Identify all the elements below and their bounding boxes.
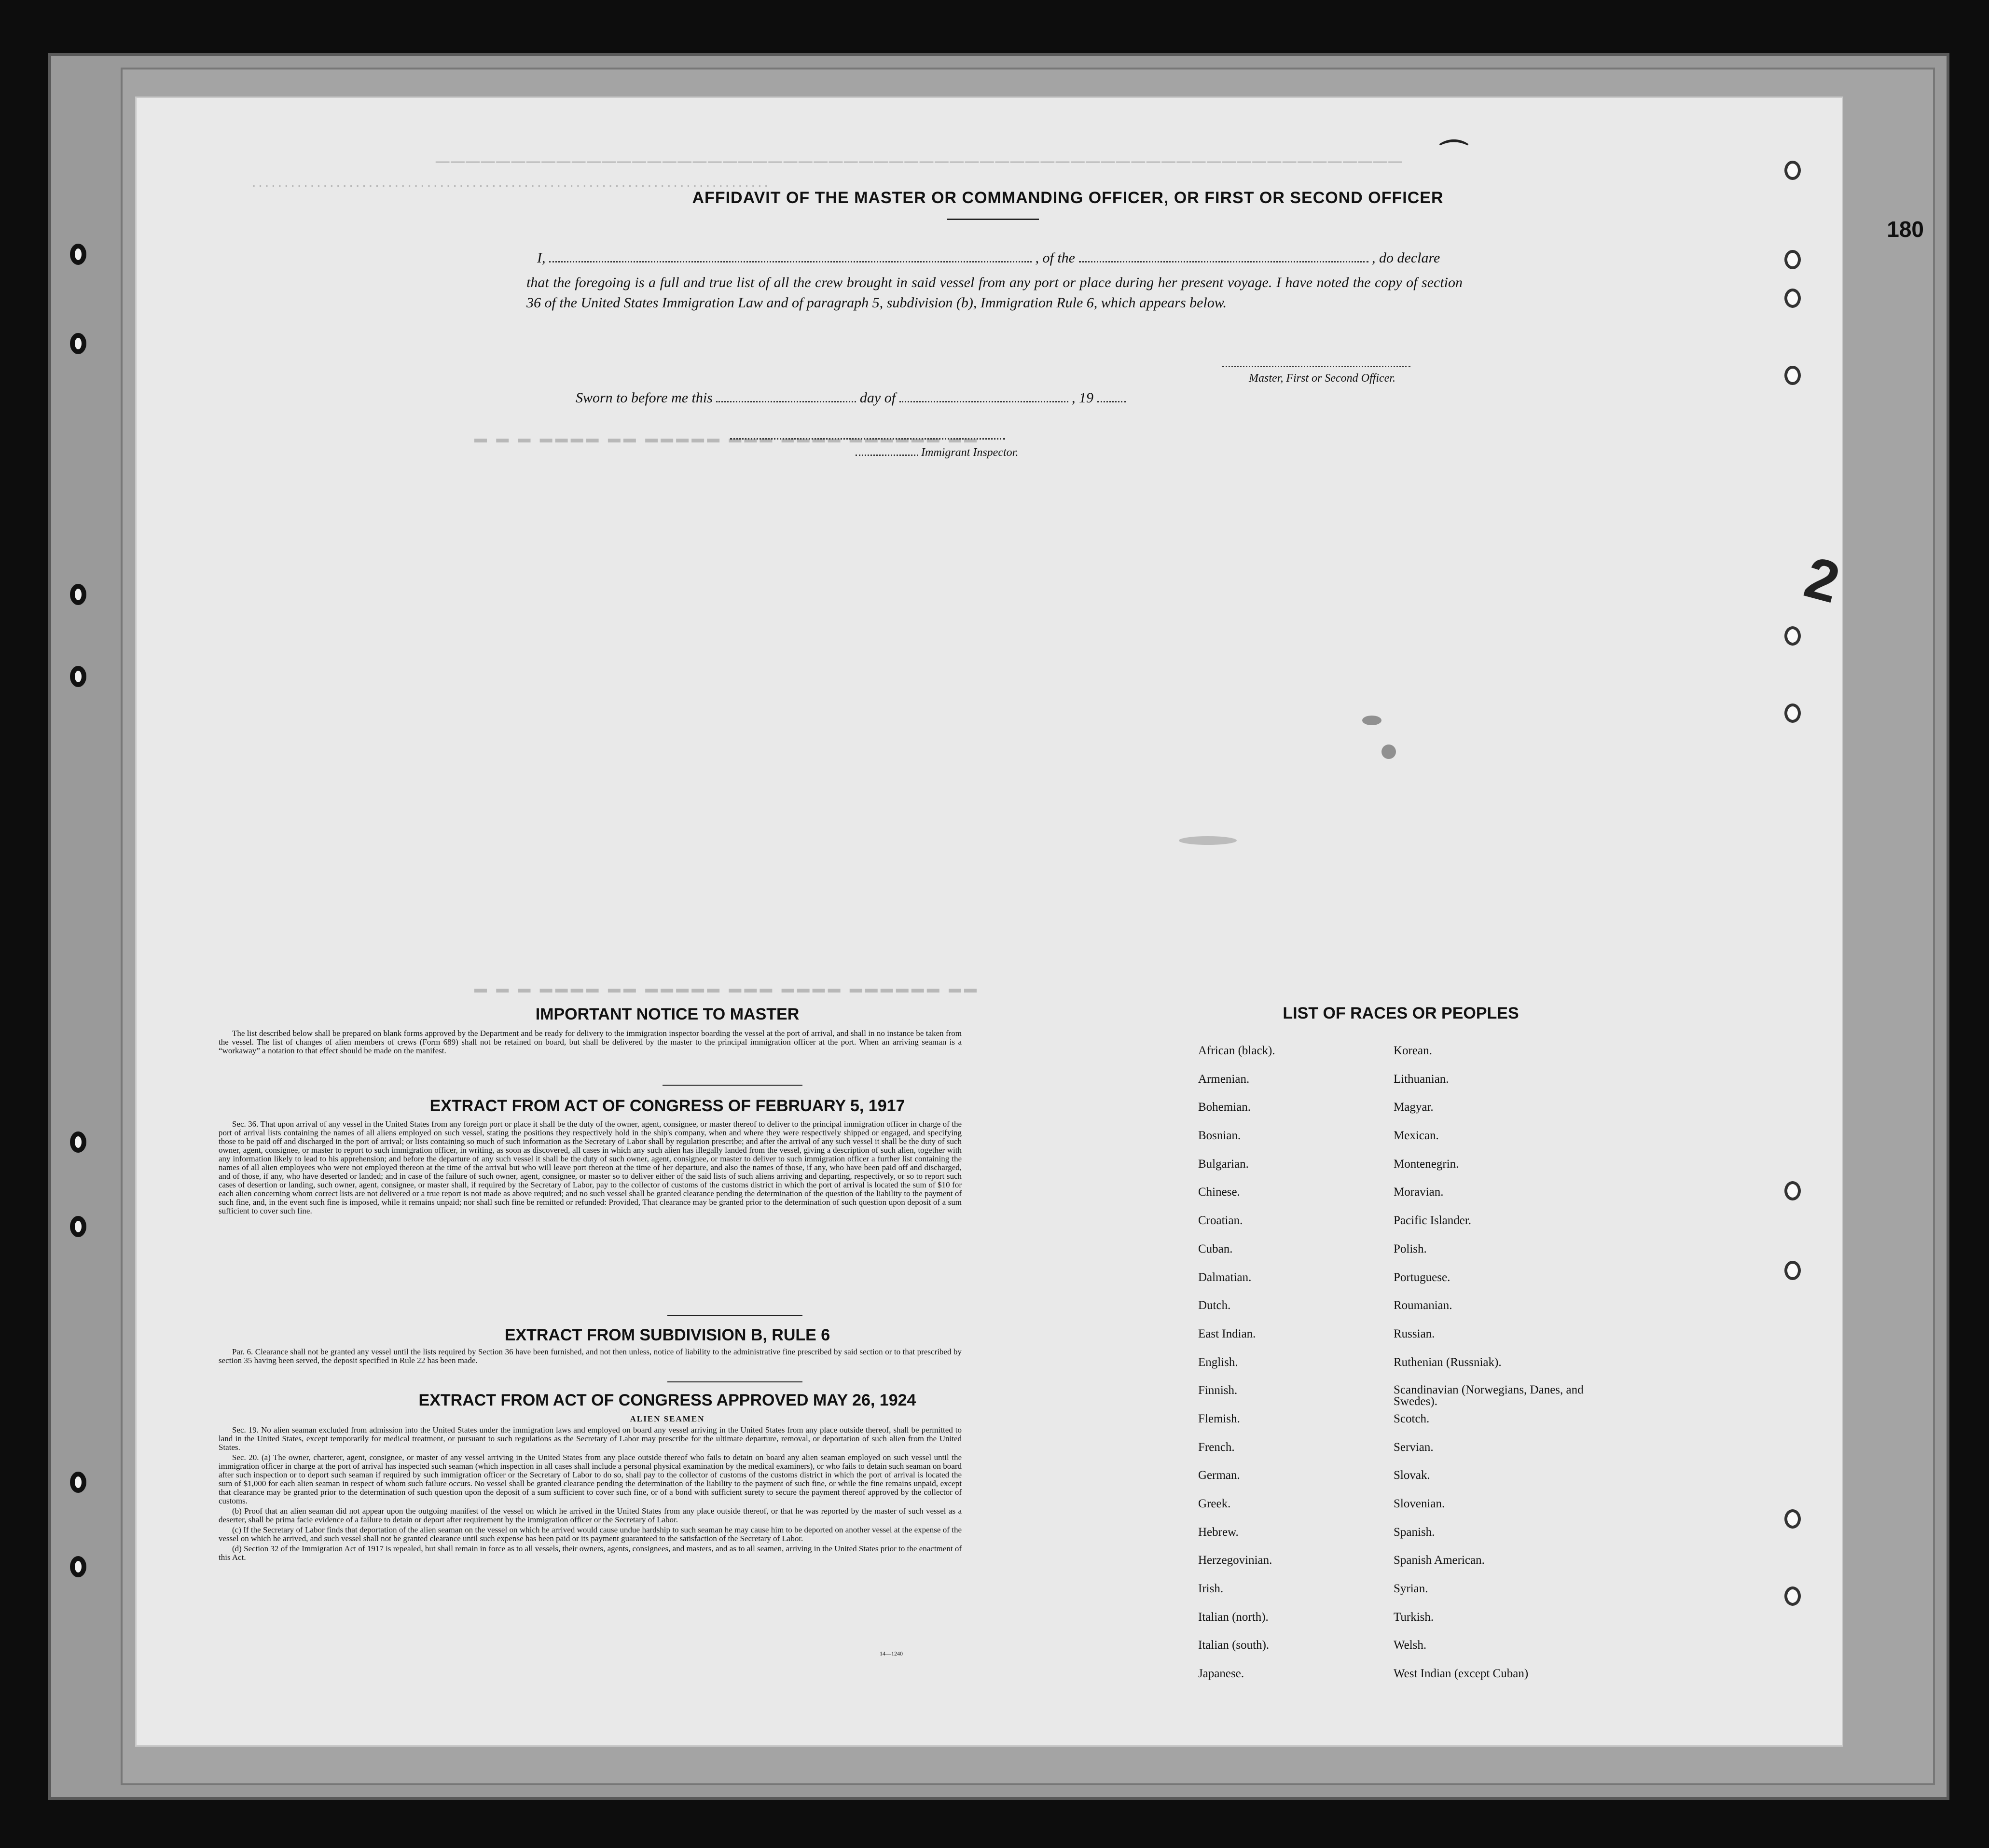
race-entry: Hebrew. bbox=[1198, 1525, 1239, 1539]
race-entry: Ruthenian (Russniak). bbox=[1394, 1355, 1502, 1369]
race-entry: Greek. bbox=[1198, 1497, 1231, 1510]
declaration-line bbox=[537, 250, 1440, 266]
notice-title: IMPORTANT NOTICE TO MASTER bbox=[535, 1005, 800, 1023]
race-entry: Roumanian. bbox=[1394, 1299, 1452, 1312]
race-entry: Spanish American. bbox=[1394, 1554, 1485, 1567]
inspector-signature-label bbox=[856, 446, 1018, 459]
race-entry: Spanish. bbox=[1394, 1525, 1435, 1539]
race-entry: French. bbox=[1198, 1440, 1235, 1454]
race-entry: Portuguese. bbox=[1394, 1270, 1450, 1284]
race-entry: Pacific Islander. bbox=[1394, 1214, 1472, 1227]
race-entry: Dalmatian. bbox=[1198, 1270, 1252, 1284]
sec-20b-paragraph: (b) Proof that an alien seaman did not appear upon the outgoing manifest of the vessel on which he arrived in the United States from any place outside thereof, or that he was reported by the master of such vessel as a deserter, shall be prima facie evidence of a failure to detain or deport after requirement by the immigration officer or the Secretary of Labor. bbox=[219, 1506, 962, 1524]
race-entry: Servian. bbox=[1394, 1440, 1434, 1454]
punch-hole bbox=[1784, 289, 1801, 308]
inspector-dots bbox=[856, 449, 918, 456]
race-entry: West Indian (except Cuban) bbox=[1394, 1667, 1529, 1681]
bleed-through-text: ▬ ▬ ▬ ▬▬▬▬ ▬▬ ▬▬▬▬▬ ▬▬▬ ▬▬▬▬ ▬▬▬▬▬▬ ▬▬ bbox=[474, 431, 980, 445]
race-entry: East Indian. bbox=[1198, 1327, 1256, 1340]
affidavit-body: that the foregoing is a full and true list of all the crew brought in said vessel from any port or place during her present voyage. I have noted the copy of section 36 of the United States Immigration Law and of paragraph 5, subdivision (b), Immigration Rule 6, which appears below. bbox=[526, 275, 1463, 311]
binder-hole bbox=[70, 1556, 86, 1577]
punch-hole bbox=[1784, 250, 1801, 269]
extract-rule6-title: EXTRACT FROM SUBDIVISION B, RULE 6 bbox=[504, 1326, 830, 1344]
race-entry: African (black). bbox=[1198, 1044, 1275, 1057]
extract-1917-title: EXTRACT FROM ACT OF CONGRESS OF FEBRUARY 5, 1917 bbox=[429, 1097, 905, 1115]
race-entry: Turkish. bbox=[1394, 1610, 1434, 1624]
race-entry: Croatian. bbox=[1198, 1214, 1243, 1227]
sworn-year: , 19 bbox=[1072, 390, 1094, 406]
race-entry: Herzegovinian. bbox=[1198, 1554, 1272, 1567]
smudge bbox=[1381, 745, 1396, 759]
form-number: 14—1240 bbox=[880, 1650, 903, 1657]
race-entry: Syrian. bbox=[1394, 1582, 1428, 1596]
race-entry: Scotch. bbox=[1394, 1412, 1430, 1425]
sworn-day-field[interactable] bbox=[716, 392, 856, 402]
punch-hole bbox=[1784, 1261, 1801, 1280]
race-entry: German. bbox=[1198, 1469, 1240, 1482]
races-column-2 bbox=[1394, 1045, 1596, 1696]
sworn-line bbox=[576, 390, 1126, 406]
race-entry: Flemish. bbox=[1198, 1412, 1240, 1425]
manifest-page bbox=[135, 97, 1924, 1747]
race-entry: Finnish. bbox=[1198, 1384, 1238, 1397]
declaration-declare: , do declare bbox=[1372, 250, 1440, 266]
extract-rule6-body bbox=[219, 1348, 962, 1366]
sec-20a-paragraph: Sec. 20. (a) The owner, charterer, agent, consignee, or master of any vessel arriving in the United States from any place outside thereof who fails to detain on board any alien seaman employed on such vessel until the immigration officer in charge at the port of arrival has inspected such seaman (which inspection in all cases shall include a personal physical examination by the medical examiners), or who fails to detain such seaman on board after such inspection or to deport such seaman if required by such immigration officer or the Secretary of Labor to do so, shall pay to the collector of customs of the customs district in which the port of arrival is located the sum of $1,000 for each alien seaman in respect of whom such failure occurs. No vessel shall be granted clearance pending the determination of the liability to the payment of such fine, or while the fine remains unpaid, except that clearance may be granted prior to the determination of such question upon the deposit of a sum sufficient to cover such fine, or of a bond with sufficient surety to secure the payment thereof approved by the collector of customs. bbox=[219, 1453, 962, 1505]
binder-hole bbox=[70, 584, 86, 605]
race-entry: Bosnian. bbox=[1198, 1129, 1241, 1143]
punch-hole bbox=[1784, 366, 1801, 385]
race-entry: Russian. bbox=[1394, 1327, 1435, 1340]
bleed-through-text: · · · · · · · · · · · · · · · · · · · · · · · · · · · · · · · · · · · · · · · · · · · · · · · · · · · · · · · · · · · · · · · · · · · · · · · · · · · · · · · · bbox=[252, 180, 768, 192]
race-entry: Dutch. bbox=[1198, 1299, 1231, 1312]
alien-seamen-subtitle: ALIEN SEAMEN bbox=[630, 1414, 705, 1423]
race-entry: Slovenian. bbox=[1394, 1497, 1445, 1510]
binder-hole bbox=[70, 1216, 86, 1237]
sec-19-paragraph: Sec. 19. No alien seaman excluded from admission into the United States under the immigration laws and employed on board any vessel arriving in the United States from any place outside thereof, shall be permitted to land in the United States, except temporarily for medical treatment, or pursuant to such regulations as the Secretary of Labor may prescribe for the ultimate departure, removal, or deportation of such alien from the United States. bbox=[219, 1425, 962, 1452]
binder-hole bbox=[70, 1472, 86, 1493]
affidavit-title: AFFIDAVIT OF THE MASTER OR COMMANDING OFFICER, OR FIRST OR SECOND OFFICER bbox=[692, 189, 1444, 207]
race-entry: Italian (south). bbox=[1198, 1639, 1270, 1652]
divider bbox=[667, 1381, 802, 1382]
punch-hole bbox=[1784, 626, 1801, 646]
sworn-year-field[interactable] bbox=[1097, 392, 1126, 402]
race-entry: Cuban. bbox=[1198, 1242, 1233, 1255]
name-field[interactable] bbox=[549, 252, 1032, 262]
sworn-day-of: day of bbox=[859, 390, 896, 406]
smudge bbox=[1362, 716, 1381, 725]
punch-hole bbox=[1784, 1586, 1801, 1606]
master-signature-line[interactable] bbox=[1222, 366, 1410, 367]
race-entry: Armenian. bbox=[1198, 1072, 1250, 1086]
smudge bbox=[1179, 836, 1237, 845]
race-entry: Moravian. bbox=[1394, 1186, 1444, 1199]
race-entry: Chinese. bbox=[1198, 1186, 1240, 1199]
race-entry: Japanese. bbox=[1198, 1667, 1244, 1681]
races-title: LIST OF RACES OR PEOPLES bbox=[1283, 1004, 1519, 1022]
sworn-prefix: Sworn to before me this bbox=[576, 390, 713, 406]
race-entry: Bohemian. bbox=[1198, 1101, 1251, 1114]
inspector-signature-line[interactable] bbox=[730, 438, 1005, 440]
race-entry: Bulgarian. bbox=[1198, 1157, 1249, 1171]
sworn-month-field[interactable] bbox=[899, 392, 1068, 402]
punch-hole bbox=[1784, 1509, 1801, 1529]
punch-hole bbox=[1784, 703, 1801, 723]
race-entry: Welsh. bbox=[1394, 1639, 1427, 1652]
extract-1917-body bbox=[219, 1120, 962, 1217]
race-entry: Irish. bbox=[1198, 1582, 1224, 1596]
race-entry: Montenegrin. bbox=[1394, 1157, 1459, 1171]
binder-hole bbox=[70, 244, 86, 265]
pen-mark: ⌒ bbox=[1439, 138, 1468, 171]
race-entry: Mexican. bbox=[1394, 1129, 1439, 1143]
race-entry: Lithuanian. bbox=[1394, 1072, 1449, 1086]
divider bbox=[663, 1085, 802, 1086]
punch-hole bbox=[1784, 161, 1801, 180]
race-entry: English. bbox=[1198, 1355, 1238, 1369]
declaration-i: I, bbox=[537, 250, 546, 266]
pen-mark: 2 bbox=[1798, 544, 1846, 616]
races-column-1 bbox=[1198, 1045, 1381, 1696]
binder-hole bbox=[70, 666, 86, 687]
race-entry: Slovak. bbox=[1394, 1469, 1430, 1482]
sec-20d-paragraph: (d) Section 32 of the Immigration Act of 1917 is repealed, but shall remain in force as to all vessels, their owners, agents, consignees, and masters, and as to all seamen, arriving in the United States prior to the enactment of this Act. bbox=[219, 1544, 962, 1562]
notice-paragraph: The list described below shall be prepared on blank forms approved by the Department and be ready for delivery to the immigration inspector boarding the vessel at the port of arrival, and shall in no instance be taken from the vessel. The list of changes of alien members of crews (Form 689) shall not be retained on board, but shall be delivered by the master to the principal immigration officer at the port. When an arriving seaman is a “workaway” a notation to that effect should be made on the manifest. bbox=[219, 1029, 962, 1055]
extract-1917-paragraph: Sec. 36. That upon arrival of any vessel in the United States from any foreign port or place it shall be the duty of the owner, agent, consignee, or master thereof to deliver to the principal immigration officer in charge of the port of arrival lists containing the names of all aliens employed on such vessel, stating the positions they respectively hold in the ship's company, when and where they were respectively shipped or engaged, and specifying those to be paid off and discharged in the port of arrival; or lists containing so much of such information as the Secretary of Labor shall by regulation prescribe; and after the arrival of any such vessel it shall be the duty of such owner, agent, consignee, or master to report to such immigration officer, in writing, as soon as discovered, all cases in which any such alien has illegally landed from the vessel, giving a description of such alien, together with any information likely to lead to his apprehension; and before the departure of any such vessel it shall be the duty of such owner, agent, consignee, or master to deliver to such immigration officer a further list containing the names of all alien employees who were not employed thereon at the time of the arrival but who will leave port thereon at the time of her departure, and also the names of those, if any, who have been paid off and discharged, and of those, if any, who have deserted or landed; and in case of the failure of such owner, agent, consignee, or master so to deliver either of the said lists of such aliens arriving and departing, respectively, or so to report such cases of desertion or landing, such owner, agent, consignee, or master shall, if required by the Secretary of Labor, pay to the collector of customs of the customs district in which the port of arrival is located the sum of $10 for each alien concerning whom correct lists are not delivered or a true report is not made as above required; and no such vessel shall be granted clearance pending the determination of the question of the liability to the payment of such fine, and, in the event such fine is imposed, while it remains unpaid; nor shall such fine be remitted or refunded: Provided, That clearance may be granted prior to the determination of such question upon deposit of a sum sufficient to cover such fine. bbox=[219, 1119, 962, 1215]
race-entry: Polish. bbox=[1394, 1242, 1427, 1255]
punch-hole bbox=[1784, 1181, 1801, 1200]
bleed-through-text: ──────────────────────────────────────────────────────────────── bbox=[436, 151, 1404, 172]
divider bbox=[947, 219, 1039, 220]
race-entry: Scandinavian (Norwegians, Danes, and Swedes). bbox=[1394, 1383, 1584, 1408]
extract-rule6-paragraph: Par. 6. Clearance shall not be granted any vessel until the lists required by Section 36 have been furnished, and not then unless, notice of liability to the administrative fine prescribed by said section or to that prescribed by section 35 having been served, the deposit specified in Rule 22 has been made. bbox=[219, 1347, 962, 1365]
sec-20c-paragraph: (c) If the Secretary of Labor finds that deportation of the alien seaman on the vessel on which he arrived would cause undue hardship to such seaman he may cause him to be deported on another vessel at the expense of the vessel on which he arrived, and such vessel shall not be granted clearance until such expense has been paid or its payment guaranteed to the satisfaction of the Secretary of Labor. bbox=[219, 1525, 962, 1543]
master-signature-label: Master, First or Second Officer. bbox=[1249, 372, 1395, 385]
bleed-through-text: ▬ ▬ ▬ ▬▬▬▬ ▬▬ ▬▬▬▬▬ ▬▬▬ ▬▬▬▬ ▬▬▬▬▬▬ ▬▬ bbox=[474, 981, 980, 995]
declaration-of: , of the bbox=[1035, 250, 1075, 266]
binder-hole bbox=[70, 333, 86, 354]
divider bbox=[667, 1315, 802, 1316]
binder-hole bbox=[70, 1131, 86, 1153]
vessel-field[interactable] bbox=[1079, 252, 1368, 262]
extract-1924-title: EXTRACT FROM ACT OF CONGRESS APPROVED MAY 26, 1924 bbox=[418, 1391, 916, 1409]
race-entry: Magyar. bbox=[1394, 1101, 1434, 1114]
page-number: 180 bbox=[1887, 217, 1924, 242]
notice-body bbox=[219, 1029, 962, 1057]
race-entry: Italian (north). bbox=[1198, 1610, 1269, 1624]
inspector-label: Immigrant Inspector. bbox=[921, 446, 1019, 459]
race-entry: Korean. bbox=[1394, 1044, 1432, 1057]
extract-1924-body bbox=[219, 1426, 962, 1563]
